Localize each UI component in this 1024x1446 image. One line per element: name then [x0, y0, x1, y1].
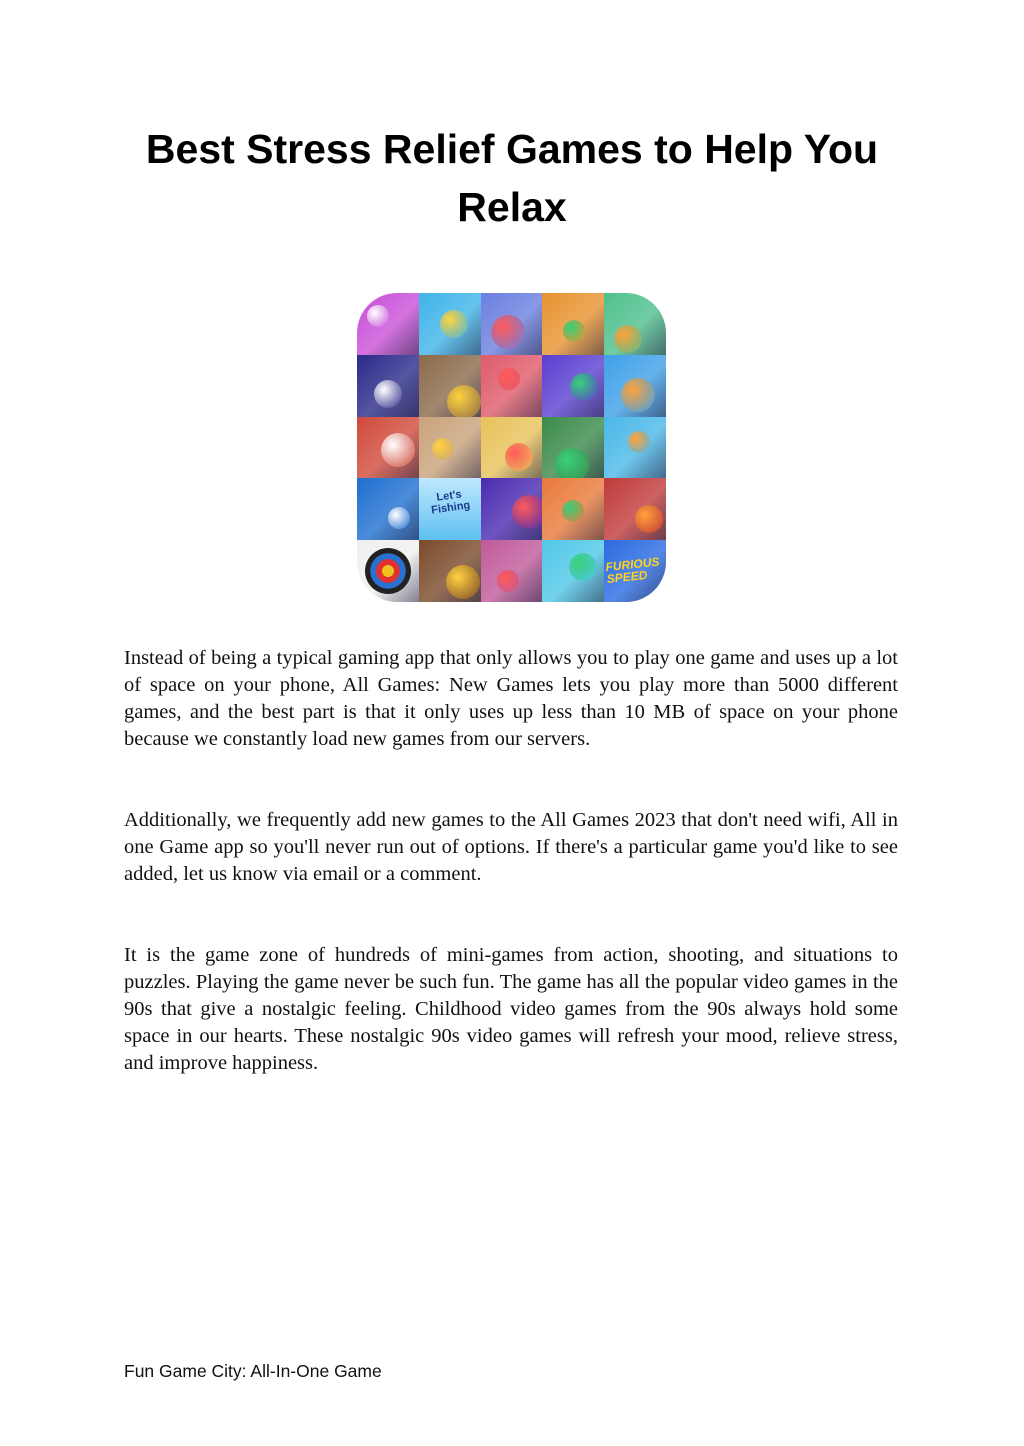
game-tile [542, 478, 604, 540]
tile-art [447, 385, 481, 417]
tile-art [621, 378, 655, 412]
game-tile [357, 540, 419, 602]
game-tile [604, 355, 666, 417]
game-tile [481, 478, 543, 540]
page-footer: Fun Game City: All-In-One Game [124, 1361, 382, 1381]
tile-art [614, 325, 642, 353]
tile-art [432, 438, 454, 460]
tile-art [562, 500, 584, 522]
tile-art [497, 570, 519, 592]
tile-art [367, 305, 389, 327]
tile-art [381, 433, 415, 467]
tile-art [635, 505, 663, 533]
tile-art [498, 368, 520, 390]
archery-target-icon [365, 548, 411, 594]
tile-label-speed: FURIOUS SPEED [604, 554, 661, 587]
tile-art [628, 431, 650, 453]
tile-art [388, 507, 410, 529]
tile-art [563, 320, 585, 342]
game-tile [604, 540, 666, 602]
tile-label-fishing: Let's Fishing [430, 488, 471, 517]
paragraph-additionally: Additionally, we frequently add new games to the All Games 2023 that don't need wifi, All in one Game app so you'll never run out of options. If there's a particular game you'd like to see added, let us know via email or a comment. [124, 809, 898, 885]
game-tile [481, 355, 543, 417]
game-tile [357, 293, 419, 355]
tile-art [491, 315, 525, 349]
game-tile [542, 355, 604, 417]
tile-art [555, 448, 589, 479]
game-tile [357, 417, 419, 479]
tile-art [570, 373, 598, 401]
game-tile [419, 478, 481, 540]
tile-art [512, 495, 543, 529]
game-tile [542, 540, 604, 602]
game-tile [542, 293, 604, 355]
game-tile [419, 293, 481, 355]
game-tile [604, 293, 666, 355]
paragraph-intro: Instead of being a typical gaming app that only allows you to play one game and uses up a lot of space on your phone, All Games: New Games lets you play more than 5000 different games, and the best part is that it only uses up less than 10 MB of space on your phone because we constantly load new games from our servers. [124, 647, 898, 750]
tile-art [446, 565, 480, 599]
game-tile [481, 540, 543, 602]
tile-art [569, 553, 597, 581]
game-tile [419, 355, 481, 417]
paragraph-game-zone: It is the game zone of hundreds of mini-games from action, shooting, and situations to puzzles. Playing the game never be such fun. The game has all the popular video games in the 90s that give a nostalgic feeling. Childhood video games from the 90s always hold some space in our hearts. These nostalgic 90s video games will refresh your mood, relieve stress, and improve happiness. [124, 944, 898, 1074]
game-tile [357, 355, 419, 417]
app-icon-image [357, 293, 666, 602]
tile-art [374, 380, 402, 408]
page-title: Best Stress Relief Games to Help You Relax [145, 126, 879, 230]
game-tile [542, 417, 604, 479]
game-tile [604, 478, 666, 540]
game-tile [481, 293, 543, 355]
tile-art [505, 443, 533, 471]
game-tile [481, 417, 543, 479]
tile-art [440, 310, 468, 338]
game-tile [604, 417, 666, 479]
game-tile [419, 540, 481, 602]
game-tile [357, 478, 419, 540]
game-tile [419, 417, 481, 479]
